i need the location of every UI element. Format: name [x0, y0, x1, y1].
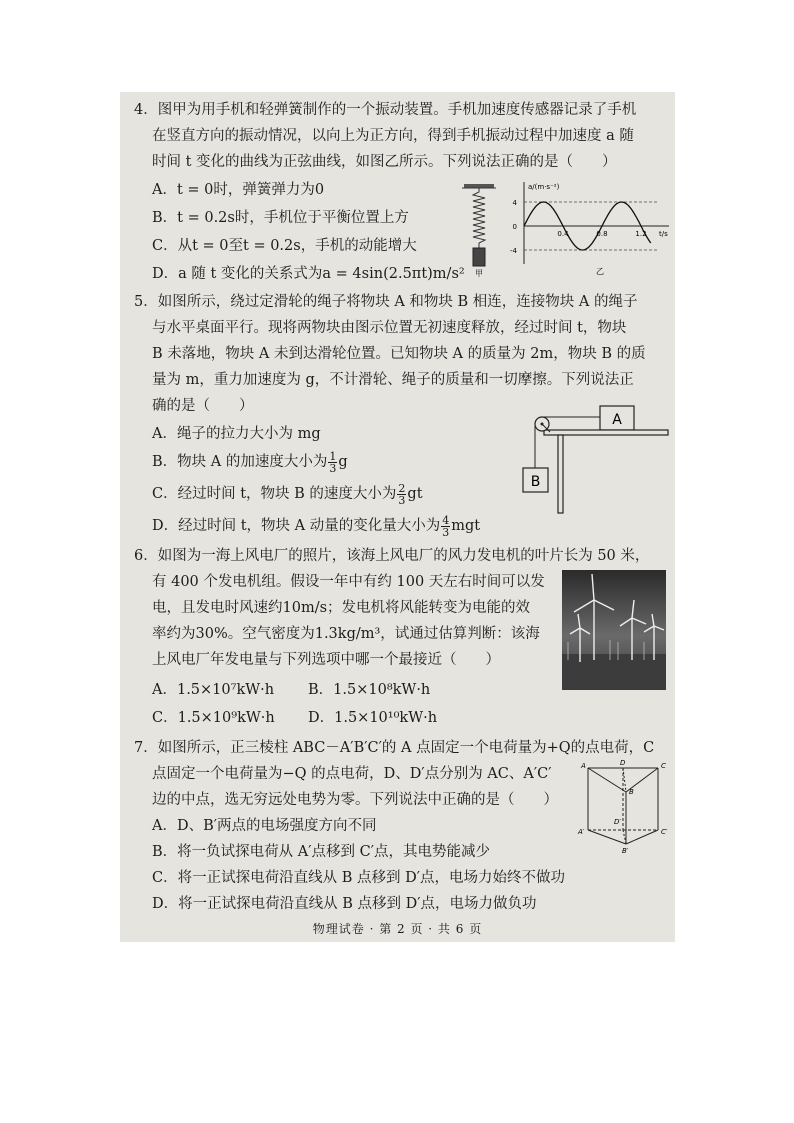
vertex-c: C: [661, 762, 666, 770]
x-tick-0.4: 0.4: [557, 230, 569, 238]
vertex-b-prime: B′: [622, 847, 629, 854]
q5-stem-line-3: B 未落地，物块 A 未到达滑轮位置。已知物块 A 的质量为 2m，物块 B 的质: [152, 346, 646, 362]
vertex-a: A: [581, 762, 586, 770]
spring-device-diagram: [462, 184, 496, 278]
q5-d-numerator: 4: [442, 513, 450, 527]
q5-option-b-fraction: [328, 451, 337, 474]
table-leg: [558, 435, 563, 513]
block-b-label: B: [530, 474, 541, 490]
vertex-a-prime: A′: [578, 828, 585, 836]
q5-option-c-text: C．经过时间 t，物块 B 的速度大小为: [152, 486, 397, 502]
ceiling-mount: [464, 184, 494, 188]
q6-stem-line-5: 上风电厂年发电量与下列选项中哪一个最接近（ ）: [152, 652, 500, 668]
figure-label-right: 乙: [596, 267, 604, 276]
q5-stem-line-1: 5．如图所示，绕过定滑轮的绳子将物块 A 和物块 B 相连，连接物块 A 的绳子: [134, 294, 638, 310]
q5-option-a: A．绳子的拉力大小为 mg: [152, 426, 321, 442]
q6-stem-line-3: 电，且发电时风速约10m/s；发电机将风能转变为电能的效: [152, 600, 531, 616]
wind-farm-photo: [562, 570, 666, 690]
q5-option-c-fraction: [397, 483, 406, 506]
q5-option-d-unit: mgt: [451, 518, 481, 534]
q5-option-b: [152, 450, 348, 475]
vertex-d: D: [620, 759, 626, 767]
q5-option-d-text: D．经过时间 t，物块 A 动量的变化量大小为: [152, 518, 441, 534]
q5-option-c: [152, 482, 423, 507]
q5-option-c-unit: gt: [407, 486, 423, 502]
q6-stem-line-2: 有 400 个发电机组。假设一年中有约 100 天左右时间可以发: [152, 574, 545, 590]
q5-stem-line-5: 确的是（ ）: [152, 398, 254, 414]
exam-page: [120, 92, 675, 942]
y-tick-neg4: -4: [510, 247, 517, 255]
vertex-b: B: [629, 788, 634, 796]
y-tick-0: 0: [512, 223, 517, 231]
table-top: [544, 430, 668, 435]
q7-stem-line-2: 点固定一个电荷量为−Q 的点电荷，D、D′点分别为 AC、A′C′: [152, 766, 552, 782]
q5-figure: [520, 398, 670, 516]
q7-stem-line-1: 7．如图所示，正三棱柱 ABC－A′B′C′的 A 点固定一个电荷量为+Q的点电荷，C: [134, 740, 655, 756]
phone: [473, 248, 485, 266]
q5-option-b-text: B．物块 A 的加速度大小为: [152, 454, 328, 470]
vertex-c-prime: C′: [661, 828, 668, 836]
q5-b-denominator: 3: [329, 461, 337, 475]
x-tick-0.8: 0.8: [596, 230, 608, 238]
page-footer: 物理试卷 · 第 2 页 · 共 6 页: [312, 922, 483, 936]
q5-d-denominator: 3: [442, 525, 450, 539]
q7-option-a: A．D、B′两点的电场强度方向不同: [152, 818, 377, 834]
figure-label-left: 甲: [475, 269, 483, 278]
q6-option-b: B．1.5×10⁸kW·h: [308, 682, 431, 698]
q5-stem-line-2: 与水平桌面平行。现将两物块由图示位置无初速度释放，经过时间 t，物块: [152, 320, 627, 336]
q4-stem-line-1: 4．图甲为用手机和轻弹簧制作的一个振动装置。手机加速度传感器记录了手机: [134, 102, 637, 118]
q7-prism-figure: [576, 758, 672, 854]
q5-b-numerator: 1: [329, 449, 337, 463]
q7-stem-line-3: 边的中点，选无穷远处电势为零。下列说法中正确的是（ ）: [152, 792, 558, 808]
q5-option-d-fraction: [441, 515, 450, 538]
acceleration-graph: [510, 182, 669, 276]
q6-option-a: A．1.5×10⁷kW·h: [152, 682, 275, 698]
q4-stem-line-3: 时间 t 变化的曲线为正弦曲线，如图乙所示。下列说法正确的是（ ）: [152, 154, 617, 170]
q5-c-numerator: 2: [398, 481, 406, 495]
q7-option-d: D．将一正试探电荷沿直线从 B 点移到 D′点，电场力做负功: [152, 896, 537, 912]
q6-stem-line-4: 率约为30%。空气密度为1.3kg/m³，试通过估算判断：该海: [152, 626, 540, 642]
q4-stem-line-2: 在竖直方向的振动情况，以向上为正方向，得到手机振动过程中加速度 a 随: [152, 128, 634, 144]
q5-option-b-unit: g: [338, 454, 348, 470]
q4-option-b: B．t = 0.2s时，手机位于平衡位置上方: [152, 210, 409, 226]
q4-option-c: C．从t = 0至t = 0.2s，手机的动能增大: [152, 238, 417, 254]
q5-option-d: [152, 514, 480, 539]
y-axis-label: a/(m·s⁻²): [528, 183, 560, 191]
block-a-label: A: [612, 412, 622, 428]
q7-option-c: C．将一正试探电荷沿直线从 B 点移到 D′点，电场力始终不做功: [152, 870, 565, 886]
q4-option-a: A．t = 0时，弹簧弹力为0: [152, 182, 325, 198]
q7-option-b: B．将一负试探电荷从 A′点移到 C′点，其电势能减少: [152, 844, 491, 860]
y-tick-4: 4: [512, 199, 517, 207]
q6-stem-line-1: 6．如图为一海上风电厂的照片，该海上风电厂的风力发电机的叶片长为 50 米，: [134, 548, 650, 564]
q5-c-denominator: 3: [398, 493, 406, 507]
q4-figure: [454, 182, 674, 278]
q4-option-d: D．a 随 t 变化的关系式为a = 4sin(2.5πt)m/s²: [152, 266, 465, 282]
vertex-d-prime: D′: [614, 818, 621, 826]
x-axis-label: t/s: [659, 230, 668, 238]
q5-stem-line-4: 量为 m，重力加速度为 g，不计滑轮、绳子的质量和一切摩擦。下列说法正: [152, 372, 634, 388]
q6-option-d: D．1.5×10¹⁰kW·h: [308, 710, 438, 726]
x-tick-1.2: 1.2: [635, 230, 647, 238]
spring: [473, 188, 485, 248]
q6-option-c: C．1.5×10⁹kW·h: [152, 710, 275, 726]
